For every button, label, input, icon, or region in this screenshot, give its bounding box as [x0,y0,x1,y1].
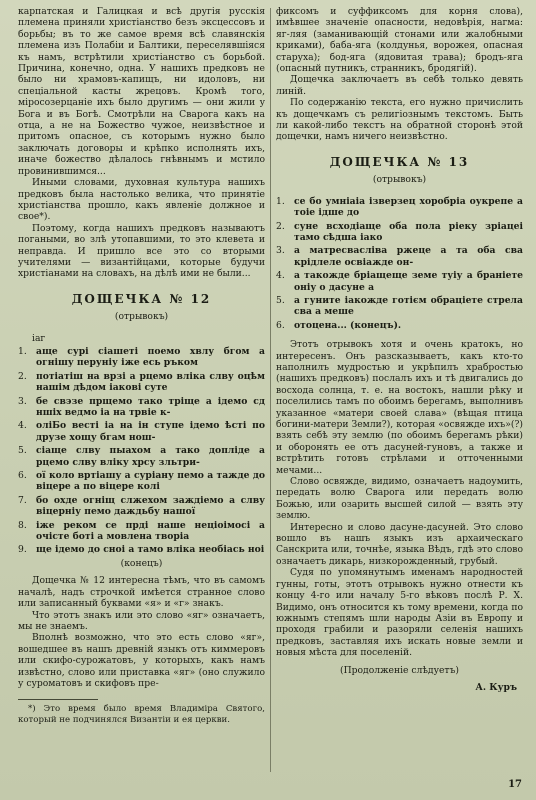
line-number: 8. [18,519,27,531]
tablet-line [18,470,265,493]
tablet-line [18,445,265,468]
line-text: ої коло вртіашу а суріану пемо а тажде до віцере а по віцере колі [36,470,265,493]
line-number: 2. [276,220,285,232]
paragraph: Поэтому, когда нашихъ предковъ называютъ погаными, во злѣ утопавшими, то это клевета и неправда. И пришло все это со вторыми учителями — византійцами, которые будучи христіанами на словахъ, на дѣлѣ ими не были... [18,222,265,280]
paragraph: Дощечка заключаетъ въ себѣ только девять линій. [276,74,523,97]
paragraph: Судя по упомянутымъ именамъ народностей гунны, готы, этотъ отрывокъ нужно отнести къ концу 4-го или началу 5-го вѣковъ послѣ Р. Х. Видимо, онъ относится къ тому времени, когда по южнымъ степямъ шли народы Азіи въ Европу и проходя грабили и разоряли селенія нашихъ предковъ, заставляя ихъ искать новые земли и новыя мѣста для поселеній. [276,567,523,659]
paragraph: Иными словами, духовная культура нашихъ предковъ была настолько велика, что принятіе христіанства прошло, какъ явленіе должное и свое*). [18,177,265,223]
section-heading: ДОЩЕЧКА № 13 [329,154,470,169]
paragraph: фиксомъ и суффиксомъ для корня слова), имѣвшее значеніе опасности, недовѣрія, нагма: яг-ляя (заманивающій стонами или жалобными криками), баба-яга (колдунья, ворожея, опасная старуха); бод-яга (ядовитая трава); бродъ-яга (опасный путникъ, странникъ, бродягій). [276,6,523,75]
tablet-lines [276,196,523,331]
line-number: 9. [18,544,27,556]
tablet-closing: (конецъ) [120,557,163,569]
paragraph: карпатская и Галицкая и всѣ другія русскія племена приняли христіанство безъ эксцессовъ и борьбы; въ то же самое время всѣ славянскія племена изъ Полабіи и Балтики, переселявшіяся къ намъ, встрѣтили христіанство съ борьбой. Причина, конечно, одна. У нашихъ предковъ не было ни храмовъ-капищъ, ни идоловъ, ни спеціальной касты жрецовъ. Кромѣ того, міросозерцаніе ихъ было другимъ — они жили у Бога и въ Богѣ. Смотрѣли на Сварога какъ на отца, а не на Божество чужое, неизвѣстное и притомъ опасное, съ которымъ нужно было заключать договоры и крѣпко исполнять ихъ, иначе божество дѣлалось гнѣвнымъ и мстило провинившимся... [18,6,265,177]
column-divider [270,8,271,772]
section-subheading: (отрывокъ) [114,311,169,323]
tablet-line [18,346,265,369]
line-number: 4. [276,270,285,282]
line-text: суне всходіаще оба пола ріеку зріацеі тамо сѣдша іако [294,220,523,243]
line-text: отоцена... (конецъ). [294,319,402,331]
line-number: 7. [18,494,27,506]
left-column [18,6,265,786]
tablet-line [276,196,523,219]
line-text: аще сурі сіашеті поемо хвлу бгом а огнішу перуніу іже есь ръком [36,345,265,369]
footnote-divider [18,699,98,700]
footnote: *) Это время было время Владиміра Святого, который не подчинялся Византіи и ея церкви. [18,704,265,725]
tablet-line [276,221,523,244]
line-number: 1. [276,195,285,207]
tablet-line [276,320,523,331]
paragraph: Слово освяжде, видимо, означаетъ надоумить, передать волю Сварога или передать волю Божью, или озарить высшей силой — взять эту землю. [276,476,523,522]
tablet-line [276,295,523,318]
tablet-line [18,396,265,419]
line-number: 6. [18,470,27,482]
tablet-opening-mark: іаг [32,332,46,344]
line-text: оліБо весті іа на ін ступе ідемо ѣсті по друзе хощу бгам нош- [36,420,265,443]
paragraph: Что этотъ знакъ или это слово «яг» означаетъ, мы не знаемъ. [18,609,265,632]
section-subheading: (отрывокъ) [372,174,427,186]
tablet-line [18,520,265,543]
line-text: бо охде огніщ слжехом заждіемо а слву віцерніу пемо даждьбу нашої [36,494,265,518]
line-number: 1. [18,345,27,357]
right-column [276,6,523,786]
author-signature: А. Куръ [475,681,517,693]
paragraph: Дощечка № 12 интересна тѣмъ, что въ самомъ началѣ, надъ строчкой имѣется странное слово или записанный буквами «я» и «г» знакъ. [18,575,265,610]
line-number: 6. [276,319,285,331]
line-text: потіатіш на врзі а рцемо вліка слву оцѣм нашім дѣдом іакові суте [36,370,265,394]
line-text: іже реком се прді наше неціоімосі а очісте боті а мовлена творіа [36,519,265,543]
paragraph: По содержанію текста, его нужно причислить къ дощечкамъ съ религіознымъ текстомъ. Быть ли какой-либо текстъ на обратной сторонѣ этой дощечки, намъ ничего неизвѣстно. [276,97,523,143]
line-text: а гуните іакожде готієм обраціете стрела сва а меше [294,294,523,318]
line-number: 3. [18,395,27,407]
tablet-line [276,245,523,268]
section-heading: ДОЩЕЧКА № 12 [71,291,212,306]
tablet-line [18,544,265,555]
line-text: се бо умніаіа ізверзец хоробріа оукрепе а тоіе ідше до [294,195,523,219]
line-text: ще ідемо до сноі а тамо вліка необіась ноі [36,544,265,556]
line-text: бе свэзе прщемо тако тріще а ідемо сд ншіх ведмо іа на трвіе к- [36,395,265,418]
tablet-line [18,371,265,394]
paragraph: Этотъ отрывокъ хотя и очень кратокъ, но интересенъ. Онъ разсказываетъ, какъ кто-то наполнилъ мудростью и укрѣпилъ храбростью (нашихъ предковъ) послалъ ихъ и тѣ двигались до восхода солнца, т. е. на востокъ, нашли рѣку и поселились тамъ по обоимъ берегамъ, выполнивъ указанное «матери своей слава» (вѣщая птица богини-матери Земли?), которая «освяжде ихъ»(?) взять себѣ эту землю (по обоимъ берегамъ рѣки) и оборонять ее отъ дасуней-гуновъ, а также и встрѣтить готовъ стрѣлами и отточенными мечами... [276,339,523,476]
paragraph: Интересно и слово дасуне-дасуней. Это слово вошло въ нашъ языкъ изъ архаическаго Санскрита или, точнѣе, языка Вѣдъ, гдѣ это слово означаетъ дикарь, низкорожденный, грубый. [276,521,523,567]
line-number: 5. [18,445,27,457]
line-text: а такожде бріащеще земе туіу а браніете оніу о дасуне а [294,270,523,293]
tablet-lines [18,346,265,556]
page-number: 17 [508,779,522,790]
line-text: а матресвасліва ржеце а та оба сва крідлеле освіажде он- [294,245,523,268]
line-number: 2. [18,370,27,382]
paragraph: Вполнѣ возможно, что это есть слово «яг», вошедшее въ нашъ древній языкъ отъ киммеровъ или скифо-сурожатовъ, у которыхъ, какъ намъ извѣстно, слово или приставка «яг» (оно служило у суроматовъ и скифовъ пре- [18,632,265,689]
line-number: 5. [276,294,285,306]
line-number: 4. [18,420,27,432]
line-number: 3. [276,245,285,257]
continued-note: (Продолженіе слѣдуетъ) [340,664,459,676]
tablet-line [18,420,265,443]
tablet-line [18,495,265,518]
line-text: сіаще слву пыахом а тако допліде а рцемо слву вліку хрсу зльтри- [36,445,265,468]
tablet-line [276,270,523,293]
